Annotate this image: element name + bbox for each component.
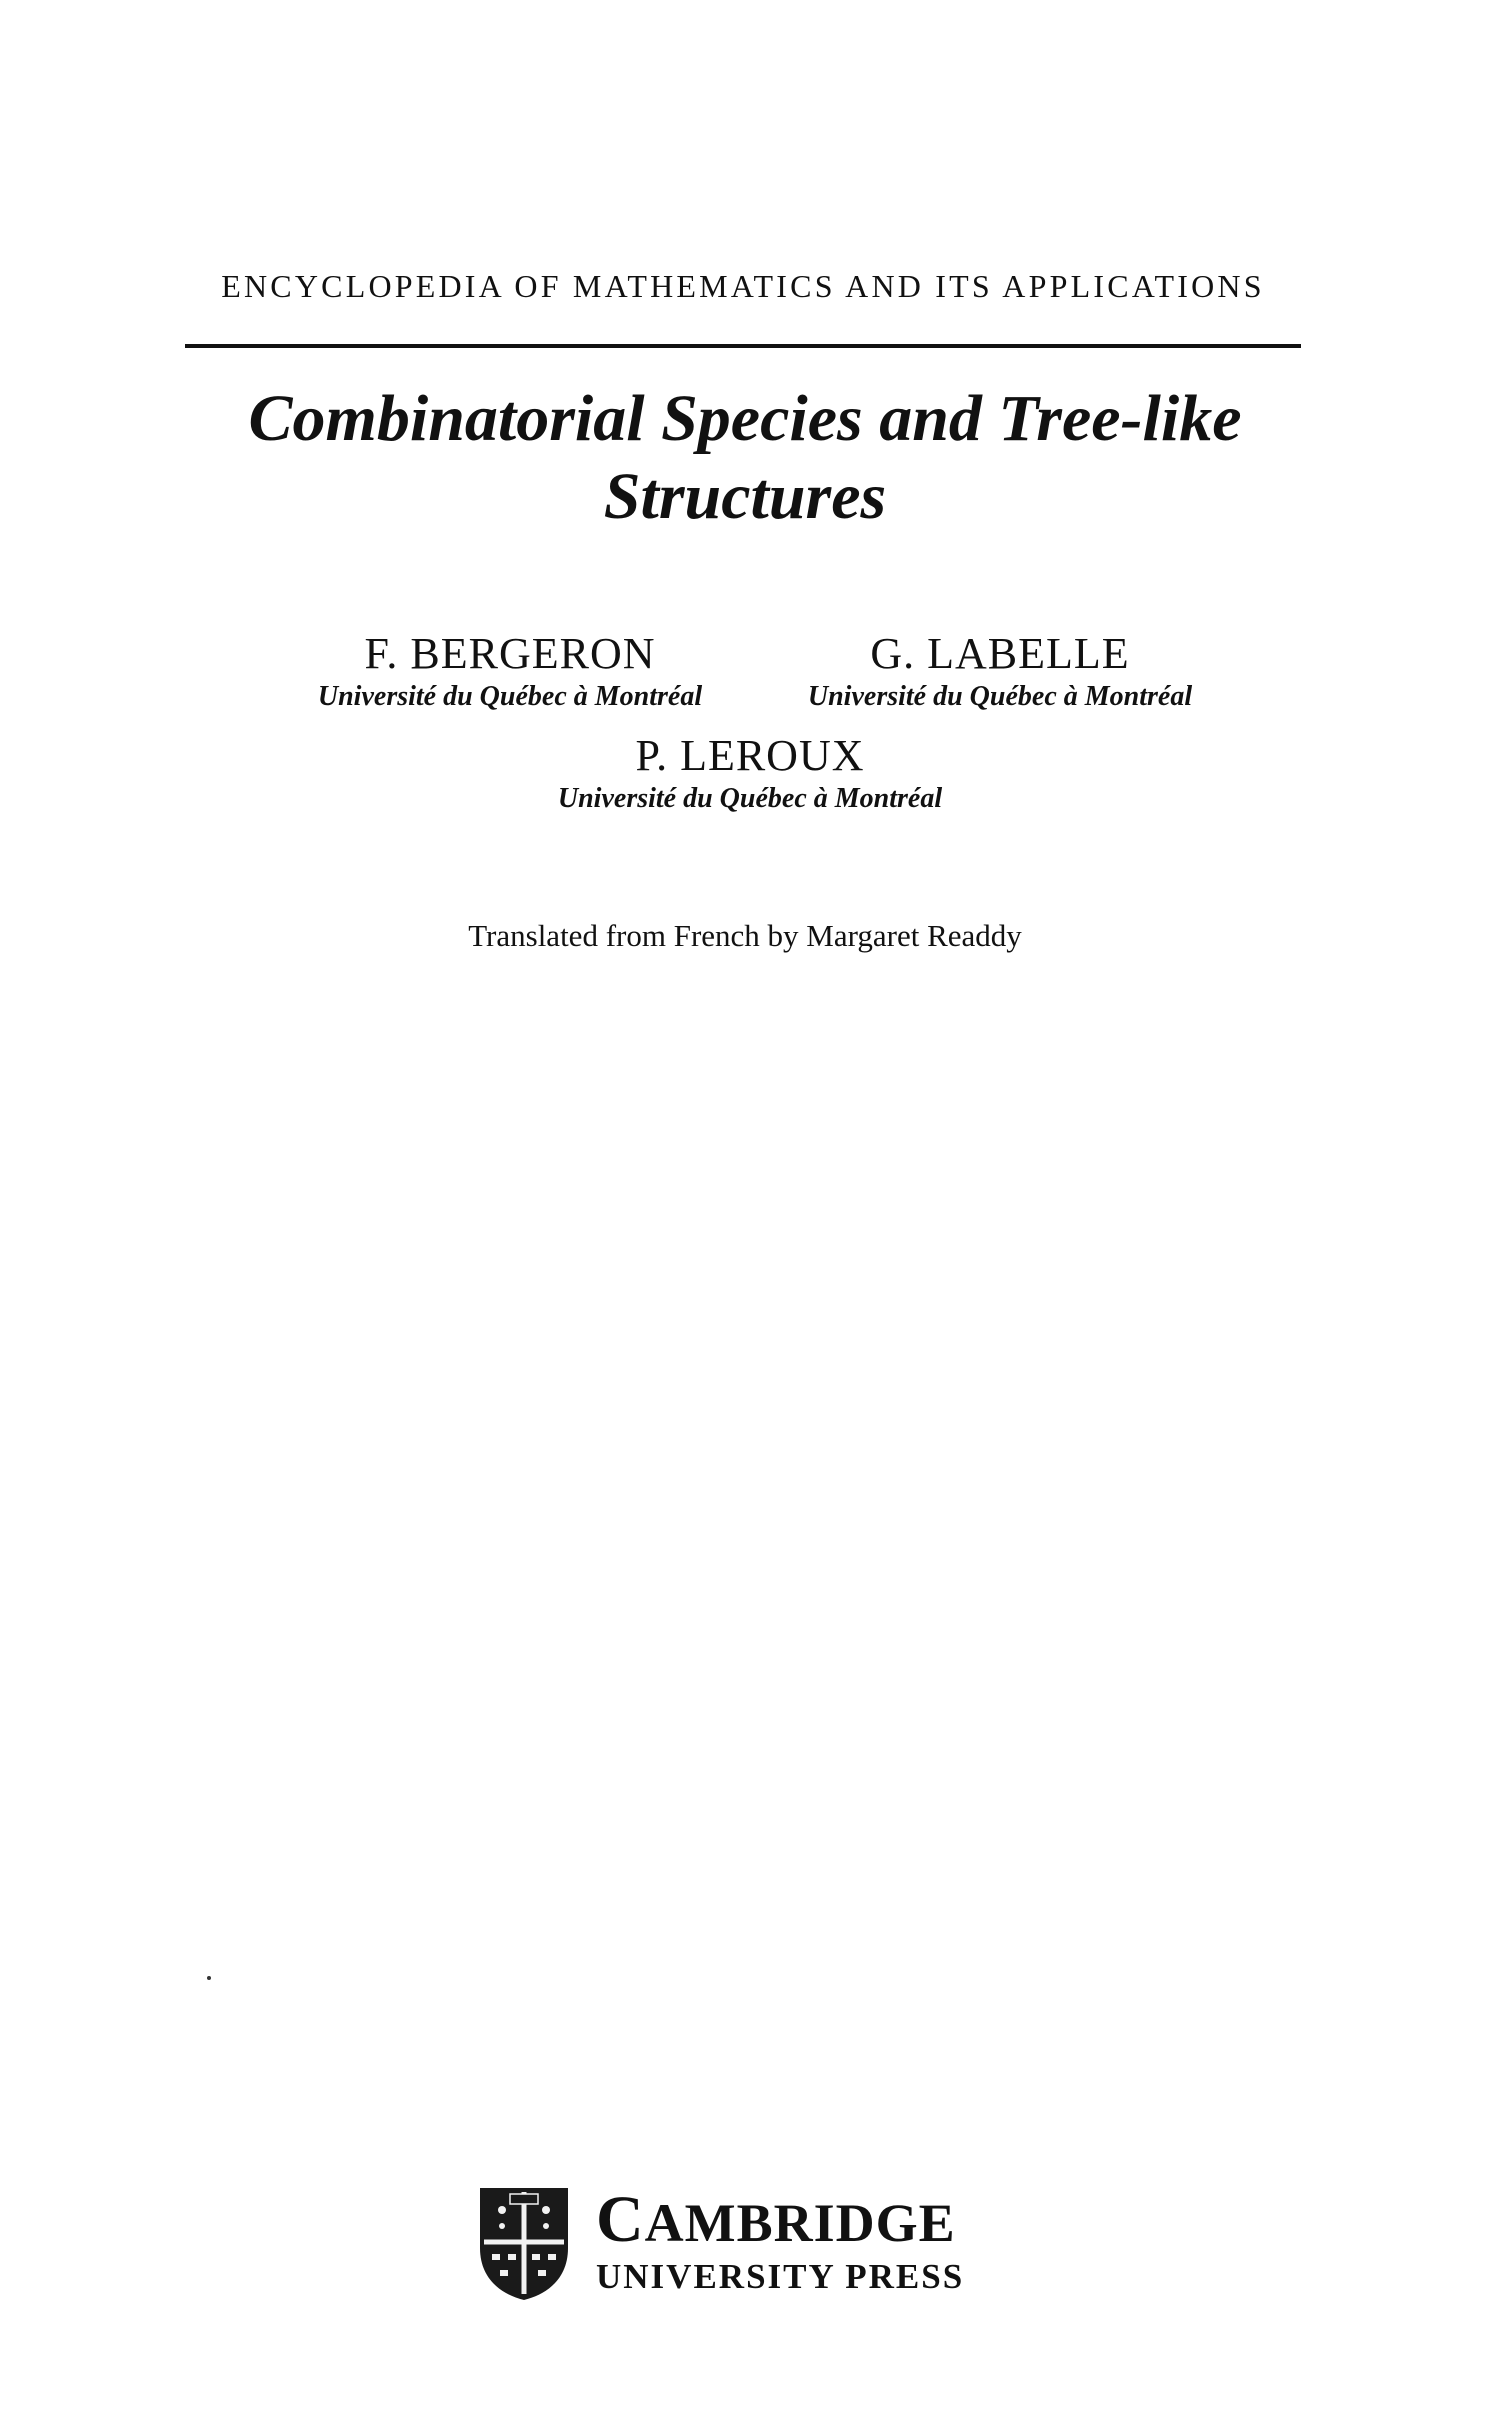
publisher-name-rest: AMBRIDGE bbox=[644, 2193, 956, 2253]
publisher-name bbox=[596, 2183, 964, 2256]
stray-mark bbox=[207, 1976, 211, 1980]
publisher-wordmark bbox=[596, 2183, 965, 2297]
book-title-line-1: Combinatorial Species and Tree-like bbox=[248, 382, 1242, 455]
author-affiliation: Université du Québec à Montréal bbox=[317, 681, 703, 712]
author-name: F. BERGERON bbox=[364, 629, 656, 678]
author-affiliation: Université du Québec à Montréal bbox=[807, 681, 1193, 712]
author-name: P. LEROUX bbox=[635, 731, 865, 780]
publisher-name-initial: C bbox=[596, 2183, 645, 2256]
book-title-line-2: Structures bbox=[603, 460, 887, 533]
author-affiliation: Université du Québec à Montréal bbox=[557, 783, 943, 814]
series-title: ENCYCLOPEDIA OF MATHEMATICS AND ITS APPLICATIONS bbox=[221, 268, 1265, 304]
author-leroux bbox=[490, 730, 1010, 816]
author-labelle bbox=[760, 628, 1240, 714]
author-name: G. LABELLE bbox=[870, 629, 1130, 678]
author-bergeron bbox=[270, 628, 750, 714]
publisher-subtitle: UNIVERSITY PRESS bbox=[596, 2257, 965, 2296]
translator-credit: Translated from French by Margaret Readdy bbox=[468, 918, 1022, 953]
title-rule bbox=[185, 344, 1301, 348]
cambridge-shield-icon bbox=[478, 2186, 570, 2302]
book-title bbox=[150, 380, 1340, 536]
